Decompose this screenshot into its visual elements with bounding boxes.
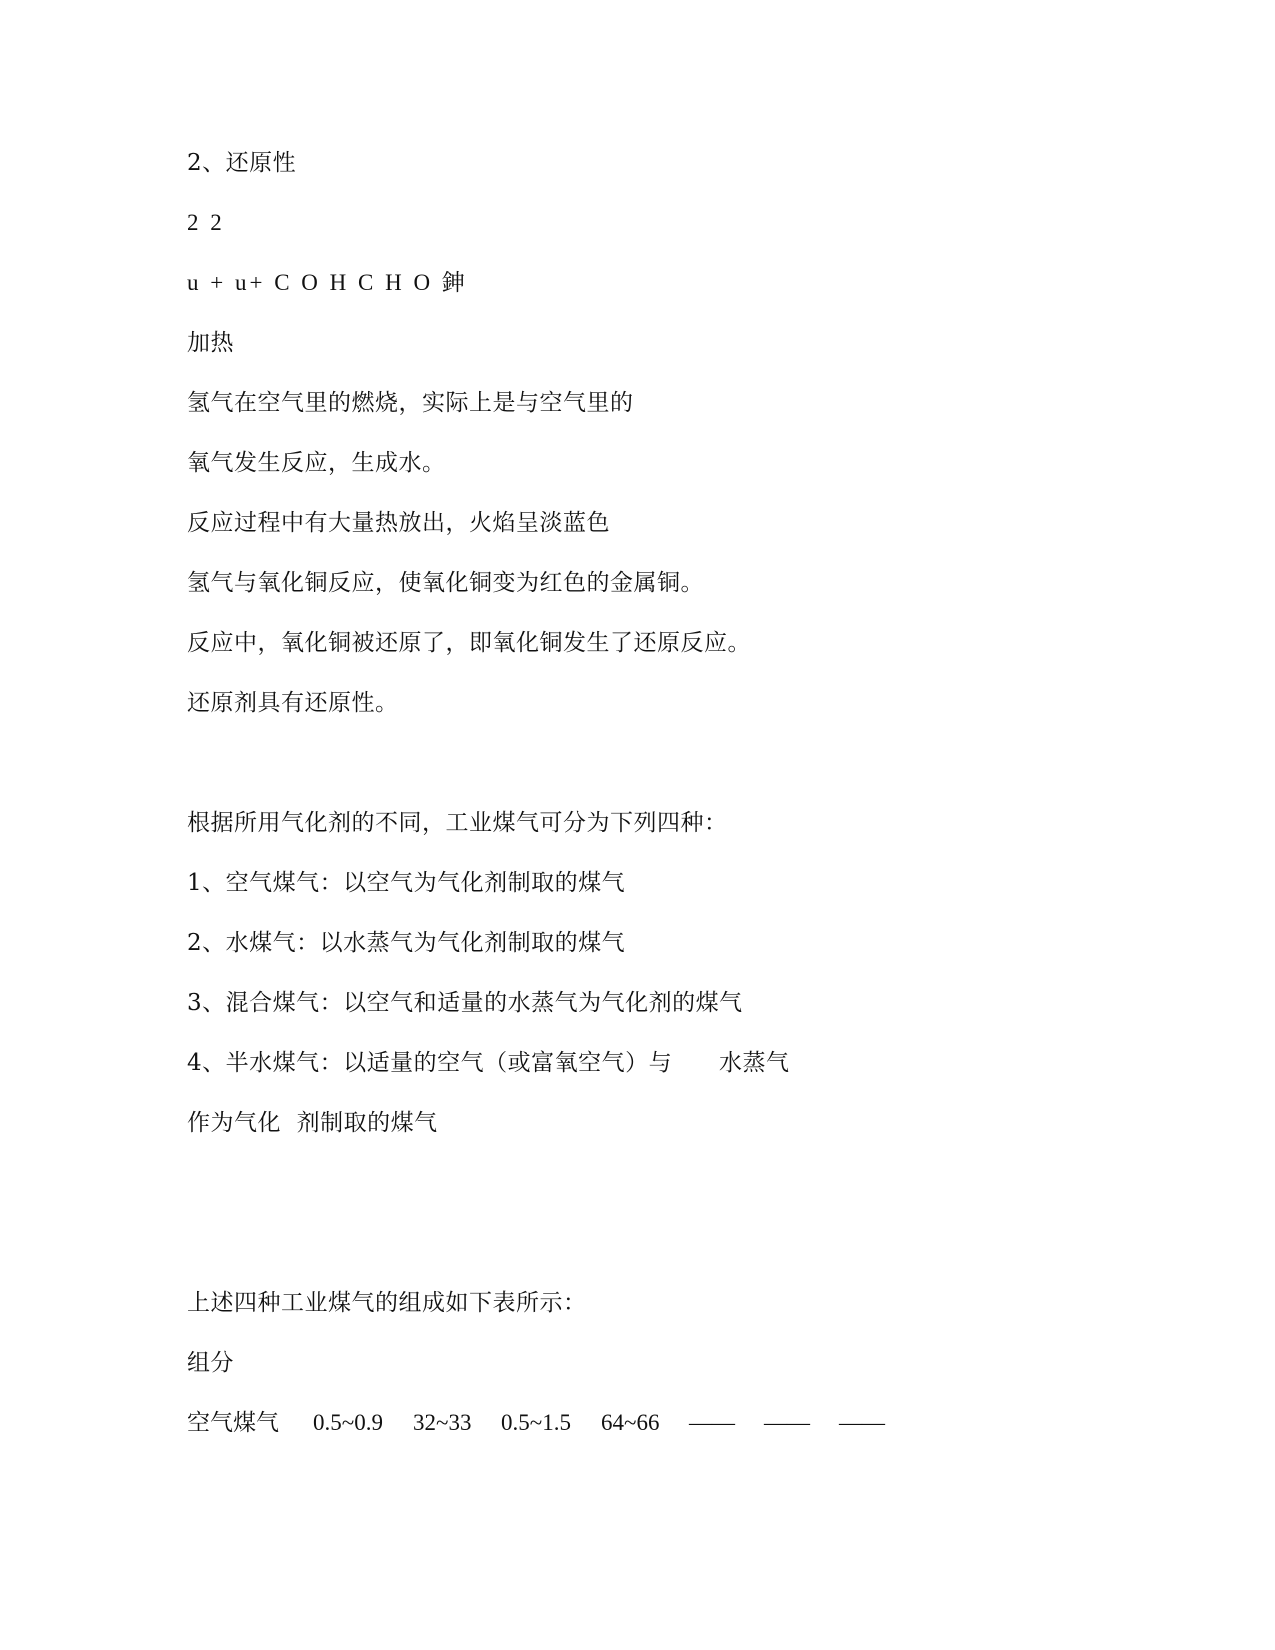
table-header-label: 组分 <box>187 1350 234 1376</box>
table-cell: 32~33 <box>413 1410 472 1435</box>
table-cell: 0.5~1.5 <box>501 1410 571 1435</box>
list-item: 2、水煤气：以水蒸气为气化剂制取的煤气 <box>187 930 626 956</box>
list-item-continuation: 作为气化 剂制取的煤气 <box>187 1110 438 1136</box>
table-cell: —— <box>839 1410 885 1435</box>
paragraph-line: 氢气在空气里的燃烧，实际上是与空气里的 <box>187 390 634 416</box>
table-row <box>187 1408 899 1438</box>
list-item: 1、空气煤气：以空气为气化剂制取的煤气 <box>187 870 626 896</box>
paragraph-line: 氧气发生反应，生成水。 <box>187 450 446 476</box>
paragraph-line: 根据所用气化剂的不同，工业煤气可分为下列四种： <box>187 810 728 836</box>
table-cell: —— <box>764 1410 810 1435</box>
paragraph-line: 氢气与氧化铜反应，使氧化铜变为红色的金属铜。 <box>187 570 704 596</box>
table-cell: 64~66 <box>601 1410 660 1435</box>
heading-reducibility: 2、还原性 <box>187 150 297 176</box>
paragraph-line: 反应过程中有大量热放出，火焰呈淡蓝色 <box>187 510 610 536</box>
formula-condition: 加热 <box>187 330 234 356</box>
table-cell: 0.5~0.9 <box>313 1410 383 1435</box>
table-cell-name: 空气煤气 <box>187 1410 279 1436</box>
formula-equation: u + u+ C O H C H O 鉮 <box>187 270 468 295</box>
formula-subscripts: 2 2 <box>187 210 225 235</box>
paragraph-line: 上述四种工业煤气的组成如下表所示： <box>187 1290 587 1316</box>
table-cell: —— <box>689 1410 735 1435</box>
list-item: 4、半水煤气：以适量的空气（或富氧空气）与 水蒸气 <box>187 1050 790 1076</box>
list-item: 3、混合煤气：以空气和适量的水蒸气为气化剂的煤气 <box>187 990 743 1016</box>
paragraph-line: 还原剂具有还原性。 <box>187 690 399 716</box>
paragraph-line: 反应中，氧化铜被还原了，即氧化铜发生了还原反应。 <box>187 630 751 656</box>
